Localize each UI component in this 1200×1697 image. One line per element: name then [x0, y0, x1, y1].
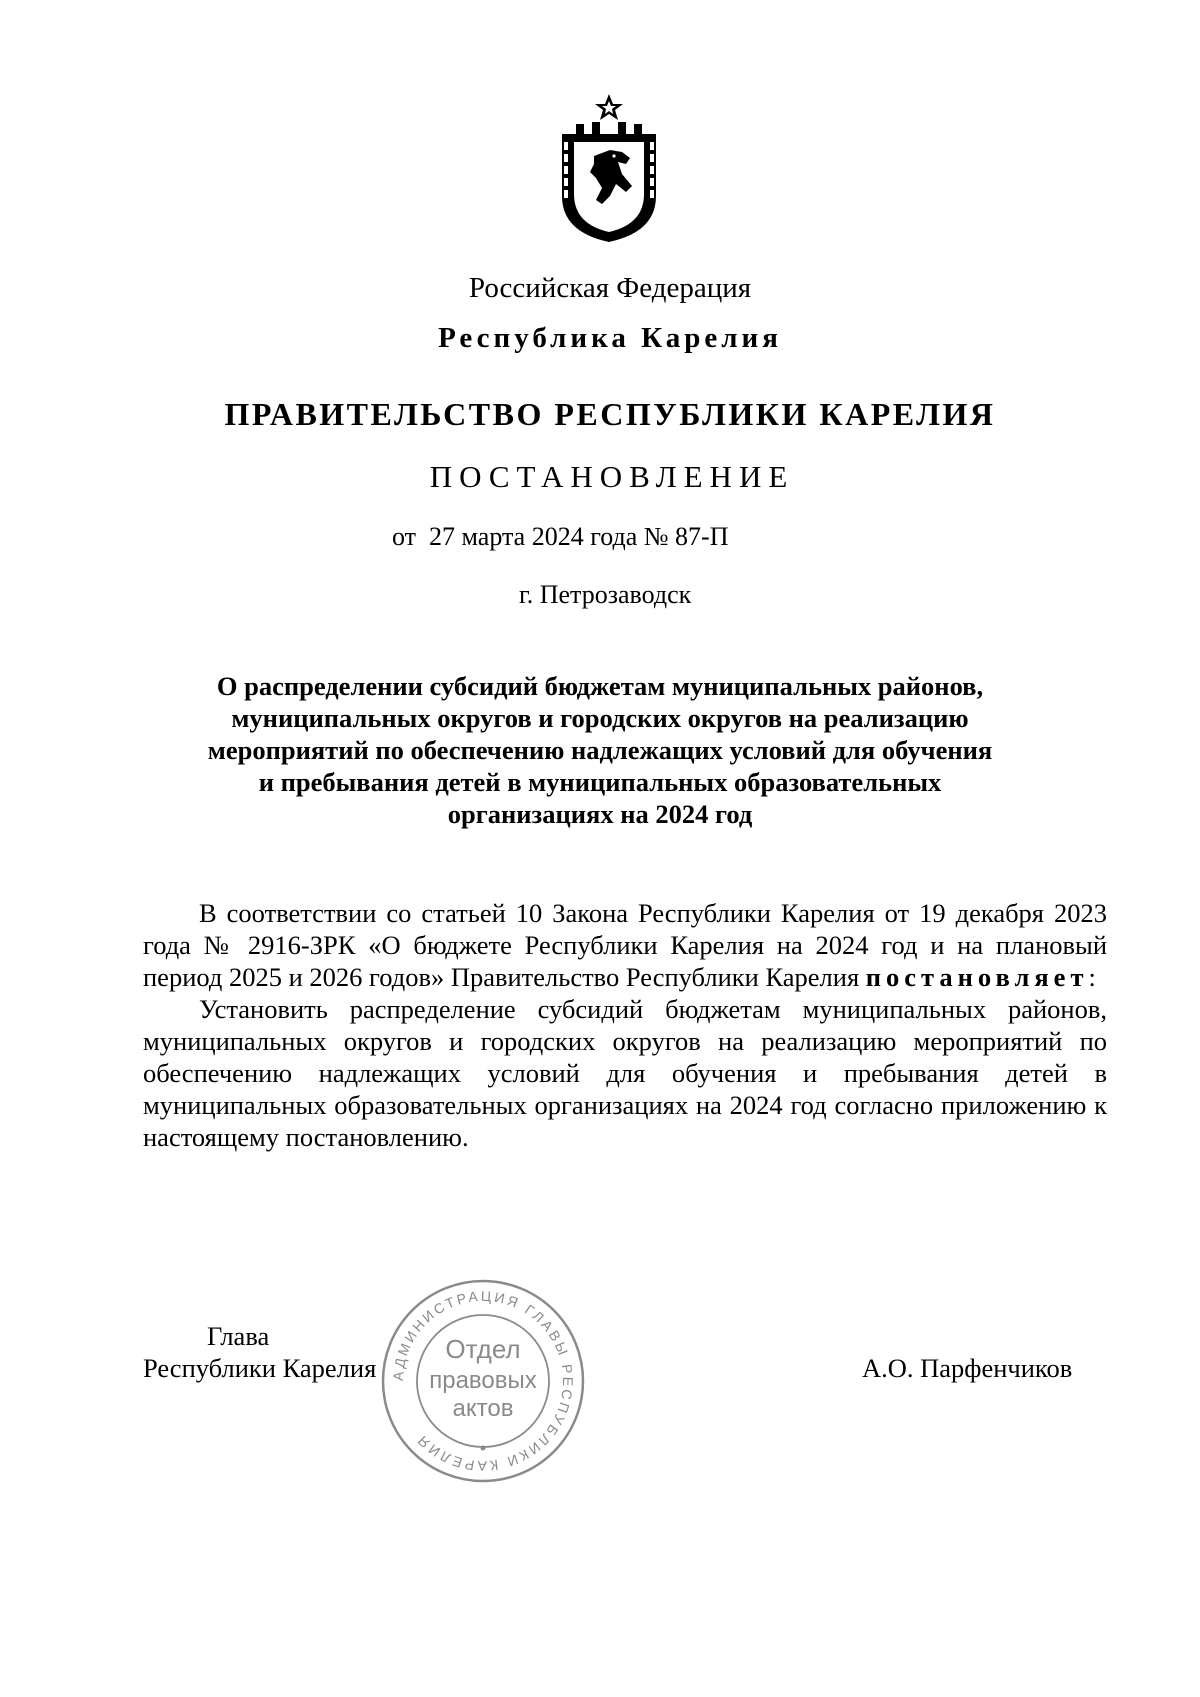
karelia-coat-of-arms-icon	[556, 92, 662, 244]
official-stamp-icon	[378, 1276, 588, 1486]
stamp-center-line: актов	[452, 1395, 514, 1422]
resolution-paragraph: Установить распределение субсидий бюджетам муниципальных районов, муниципальных округов и городских округов на реализацию мероприятий по обеспечению надлежащих условий для обучения и пребывания детей в муниципальных образовательных организациях на 2024 год согласно приложению к настоящему постановлению.	[143, 994, 1107, 1152]
stamp-center-line: Отдел	[445, 1334, 521, 1364]
document-subject	[150, 670, 1050, 830]
subject-line: О распределении субсидий бюджетам муниципальных районов,	[216, 671, 984, 701]
stamp-center-line: правовых	[429, 1367, 537, 1394]
preamble-text: В соответствии со статьей 10 Закона Республики Карелия от 19 декабря 2023 года № 2916-ЗРК «О бюджете Республики Карелия на 2024 год и на плановый период 2025 и 2026 годов» Правительство Республики Карелия	[143, 898, 1107, 992]
document-date-number: от 27 марта 2024 года № 87-П	[392, 522, 729, 551]
decree-punctuation: :	[1088, 962, 1096, 992]
subject-line: мероприятий по обеспечению надлежащих условий для обучения	[207, 735, 993, 765]
government-name: ПРАВИТЕЛЬСТВО РЕСПУБЛИКИ КАРЕЛИЯ	[224, 396, 996, 432]
document-type: ПОСТАНОВЛЕНИЕ	[429, 459, 795, 494]
signatory-organization: Республики Карелия	[143, 1353, 377, 1383]
document-body	[143, 897, 1107, 1153]
signatory-title: Глава	[207, 1321, 270, 1351]
subject-line: и пребывания детей в муниципальных образовательных	[258, 767, 942, 797]
stamp-ring-text: АДМИНИСТРАЦИЯ ГЛАВЫ РЕСПУБЛИКИ КАРЕЛИЯ	[389, 1287, 577, 1475]
document-city: г. Петрозаводск	[519, 580, 692, 609]
decree-word: постановляет	[865, 962, 1089, 992]
country-name: Российская Федерация	[468, 272, 752, 304]
subject-line: организациях на 2024 год	[447, 799, 753, 829]
preamble-paragraph	[143, 897, 1107, 993]
republic-name: Республика Карелия	[438, 322, 782, 354]
signatory-name: А.О. Парфенчиков	[862, 1353, 1073, 1383]
subject-line: муниципальных округов и городских округов на реализацию	[231, 703, 969, 733]
